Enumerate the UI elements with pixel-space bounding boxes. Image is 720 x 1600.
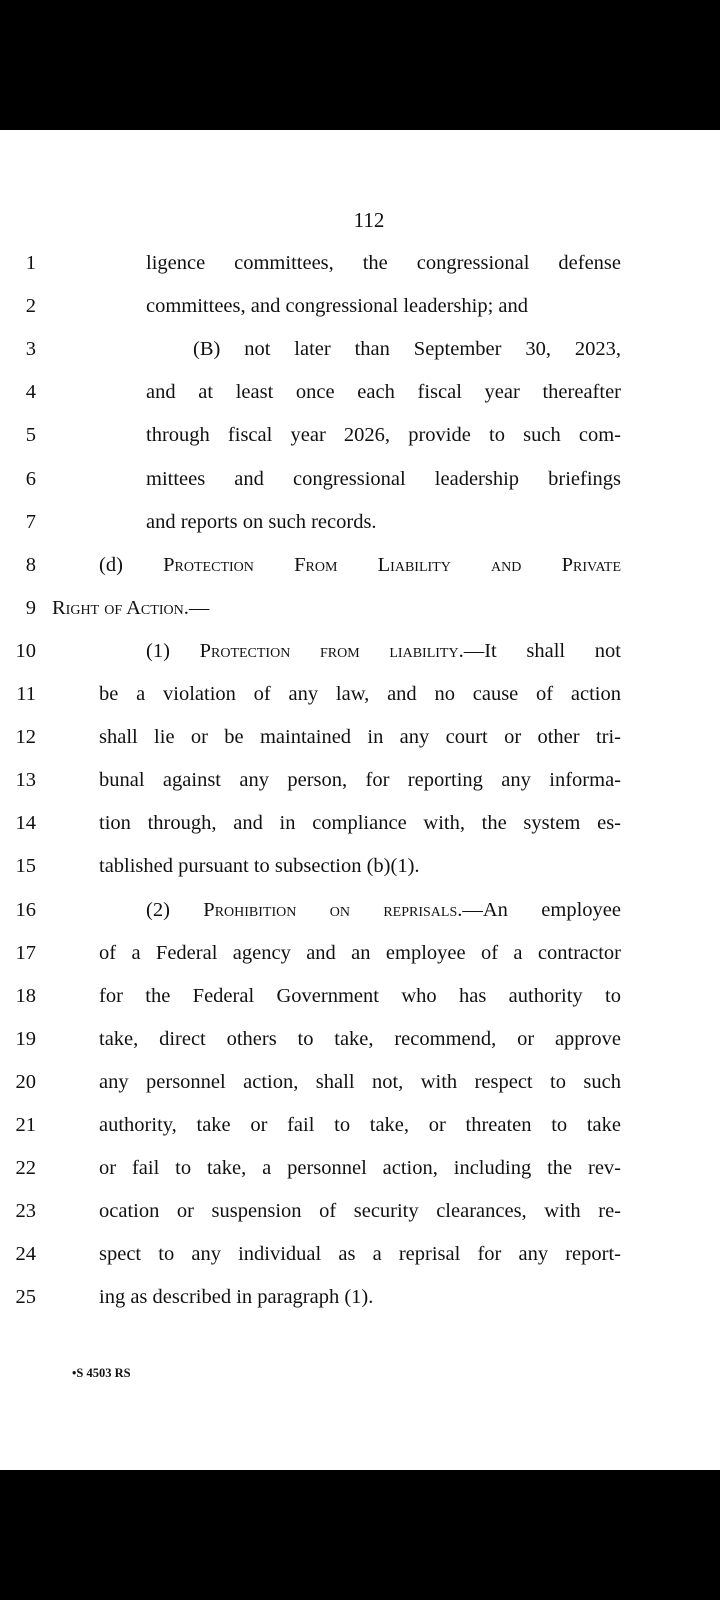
line-text bbox=[52, 593, 209, 623]
document-line bbox=[0, 1239, 720, 1269]
line-number: 25 bbox=[15, 1286, 36, 1309]
line-text bbox=[146, 420, 621, 450]
line-number: 5 bbox=[25, 424, 36, 447]
small-caps-heading: Protection From Liability and Private bbox=[163, 553, 621, 576]
line-number: 15 bbox=[15, 855, 36, 878]
text-run: bunal against any person, for reporting any informa- bbox=[99, 769, 621, 792]
document-line bbox=[0, 550, 720, 580]
document-line bbox=[0, 593, 720, 623]
text-run: take, direct others to take, recommend, or approve bbox=[99, 1027, 621, 1050]
line-number: 16 bbox=[15, 898, 36, 921]
line-number: 17 bbox=[15, 941, 36, 964]
document-line bbox=[0, 895, 720, 925]
line-number: 3 bbox=[25, 338, 36, 361]
document-line bbox=[0, 1282, 720, 1312]
line-text bbox=[99, 851, 420, 881]
line-text bbox=[146, 507, 377, 537]
line-text bbox=[146, 377, 621, 407]
line-text bbox=[99, 938, 621, 968]
text-run: (1) bbox=[146, 639, 200, 662]
text-run: (B) not later than September 30, 2023, bbox=[193, 338, 621, 361]
line-text bbox=[99, 1110, 621, 1140]
top-black-bar bbox=[0, 0, 720, 130]
line-number: 12 bbox=[15, 726, 36, 749]
text-run: mittees and congressional leadership briefings bbox=[146, 467, 621, 490]
document-line bbox=[0, 507, 720, 537]
line-number: 11 bbox=[16, 683, 36, 705]
document-line bbox=[0, 1196, 720, 1226]
line-number: 10 bbox=[15, 639, 36, 662]
line-text bbox=[193, 334, 621, 364]
line-text bbox=[99, 1282, 373, 1312]
line-text bbox=[146, 248, 621, 278]
line-text bbox=[99, 1239, 621, 1269]
small-caps-heading: Prohibition on reprisals. bbox=[203, 898, 463, 921]
document-line bbox=[0, 765, 720, 795]
line-number: 22 bbox=[15, 1157, 36, 1180]
text-run: be a violation of any law, and no cause of action bbox=[99, 683, 621, 705]
document-line bbox=[0, 679, 720, 709]
text-run: shall lie or be maintained in any court or other tri- bbox=[99, 726, 621, 749]
line-text bbox=[146, 464, 621, 494]
line-number: 2 bbox=[25, 295, 36, 318]
line-number: 4 bbox=[25, 381, 36, 404]
line-text bbox=[99, 1024, 621, 1054]
line-text bbox=[146, 636, 621, 666]
text-run: (2) bbox=[146, 898, 204, 921]
line-number: 18 bbox=[15, 984, 36, 1007]
line-number: 23 bbox=[15, 1200, 36, 1223]
line-text bbox=[99, 1067, 621, 1097]
line-number: 1 bbox=[25, 252, 36, 274]
document-line bbox=[0, 851, 720, 881]
line-text bbox=[146, 895, 621, 925]
document-line bbox=[0, 291, 720, 321]
line-number: 6 bbox=[25, 467, 36, 490]
text-run: or fail to take, a personnel action, including the rev- bbox=[99, 1157, 621, 1180]
line-text bbox=[99, 722, 621, 752]
text-run: and reports on such records. bbox=[146, 510, 377, 533]
document-line bbox=[0, 377, 720, 407]
line-number: 14 bbox=[15, 812, 36, 835]
line-text bbox=[99, 981, 621, 1011]
line-number: 24 bbox=[15, 1243, 36, 1266]
line-text bbox=[99, 1153, 621, 1183]
text-run: ocation or suspension of security clearances, with re- bbox=[99, 1200, 621, 1223]
document-line bbox=[0, 334, 720, 364]
text-run: ing as described in paragraph (1). bbox=[99, 1286, 374, 1309]
small-caps-heading: Right of Action.— bbox=[52, 596, 210, 619]
line-text bbox=[99, 808, 621, 838]
document-line bbox=[0, 1110, 720, 1140]
text-run: for the Federal Government who has authority to bbox=[99, 984, 621, 1007]
document-line bbox=[0, 938, 720, 968]
text-run: through fiscal year 2026, provide to such com- bbox=[146, 424, 621, 447]
document-line bbox=[0, 1153, 720, 1183]
text-run: of a Federal agency and an employee of a contractor bbox=[99, 941, 621, 964]
line-number: 20 bbox=[15, 1070, 36, 1093]
line-number: 9 bbox=[25, 596, 36, 619]
line-number: 7 bbox=[25, 510, 36, 533]
document-line bbox=[0, 464, 720, 494]
text-run: committees, and congressional leadership; and bbox=[146, 295, 528, 318]
document-line bbox=[0, 1024, 720, 1054]
document-line bbox=[0, 981, 720, 1011]
document-line bbox=[0, 1067, 720, 1097]
line-number: 8 bbox=[25, 553, 36, 576]
document-line bbox=[0, 808, 720, 838]
line-text bbox=[99, 550, 621, 580]
document-line bbox=[0, 636, 720, 666]
bill-identifier-footer: •S 4503 RS bbox=[72, 1366, 131, 1380]
text-run: ligence committees, the congressional defense bbox=[146, 252, 621, 274]
text-run: and at least once each fiscal year thereafter bbox=[146, 381, 621, 404]
line-number: 19 bbox=[15, 1027, 36, 1050]
text-run: any personnel action, shall not, with respect to such bbox=[99, 1070, 621, 1093]
bottom-black-bar bbox=[0, 1470, 720, 1600]
line-text bbox=[99, 1196, 621, 1226]
document-line bbox=[0, 722, 720, 752]
page-number: 112 bbox=[353, 208, 385, 232]
line-number: 13 bbox=[15, 769, 36, 792]
text-run: spect to any individual as a reprisal for any report- bbox=[99, 1243, 621, 1266]
line-text bbox=[146, 291, 528, 321]
text-run: tion through, and in compliance with, the system es- bbox=[99, 812, 621, 835]
small-caps-heading: Protection from liability. bbox=[199, 639, 464, 662]
line-text bbox=[99, 765, 621, 795]
document-line bbox=[0, 248, 720, 278]
text-run: tablished pursuant to subsection (b)(1). bbox=[99, 855, 420, 878]
line-text bbox=[99, 679, 621, 709]
text-run: —An employee bbox=[462, 898, 621, 921]
text-run: —It shall not bbox=[463, 639, 621, 662]
document-line bbox=[0, 420, 720, 450]
text-run: authority, take or fail to take, or threaten to take bbox=[99, 1114, 621, 1136]
text-run: (d) bbox=[99, 553, 164, 576]
line-number: 21 bbox=[15, 1114, 36, 1136]
